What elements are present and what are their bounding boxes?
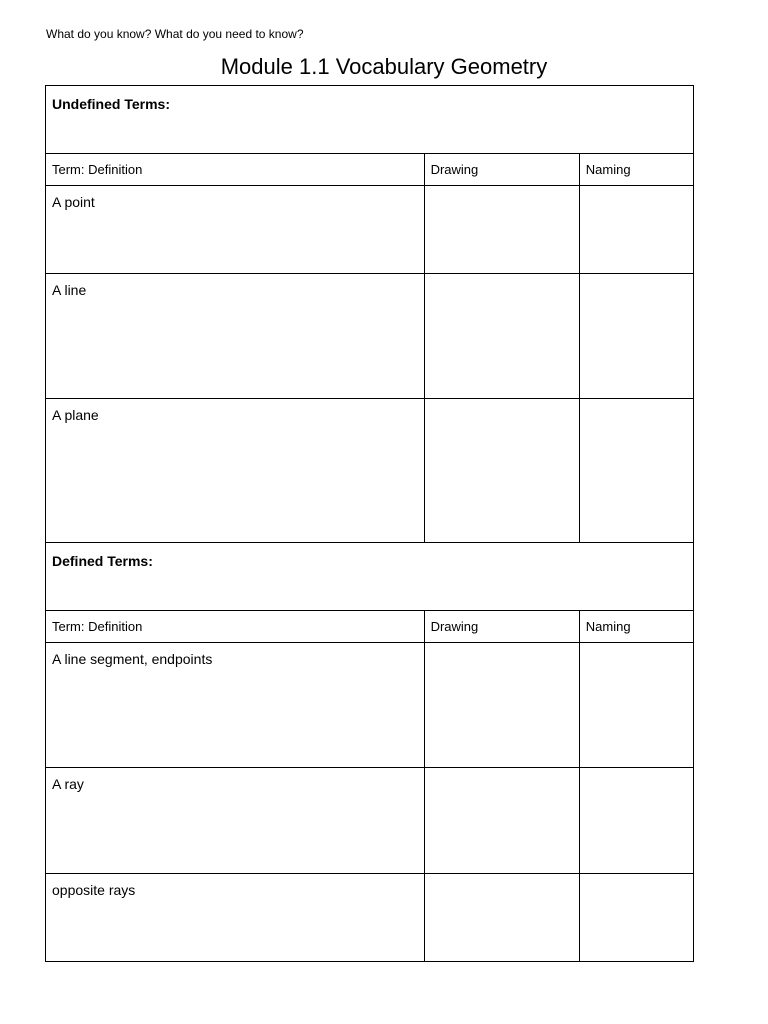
term-cell[interactable] xyxy=(46,643,425,768)
term-label: A plane xyxy=(52,407,99,423)
table-row xyxy=(46,274,694,399)
term-label: A point xyxy=(52,194,95,210)
column-header-term-label: Term: Definition xyxy=(52,162,143,177)
naming-value xyxy=(580,399,693,406)
table-row xyxy=(46,768,694,874)
naming-value xyxy=(580,274,693,281)
term-label: A line xyxy=(52,282,87,298)
column-header-naming xyxy=(579,154,693,186)
drawing-cell[interactable] xyxy=(424,399,579,543)
naming-value xyxy=(580,768,693,775)
naming-value xyxy=(580,186,693,193)
column-header-naming xyxy=(579,611,693,643)
naming-cell[interactable] xyxy=(579,643,693,768)
undefined-terms-heading-cell xyxy=(46,86,694,154)
drawing-value xyxy=(425,768,579,775)
column-header-naming-label: Naming xyxy=(585,162,631,177)
term-cell[interactable] xyxy=(46,274,425,399)
column-header-drawing-label: Drawing xyxy=(430,619,479,634)
undefined-terms-heading: Undefined Terms: xyxy=(52,96,170,112)
term-label: A line segment, endpoints xyxy=(52,651,213,667)
undefined-terms-section-row xyxy=(46,86,694,154)
drawing-value xyxy=(425,874,579,881)
defined-terms-column-headers xyxy=(46,611,694,643)
naming-cell[interactable] xyxy=(579,399,693,543)
column-header-drawing-label: Drawing xyxy=(430,162,479,177)
naming-value xyxy=(580,874,693,881)
column-header-drawing xyxy=(424,154,579,186)
defined-terms-heading: Defined Terms: xyxy=(52,553,153,569)
naming-cell[interactable] xyxy=(579,186,693,274)
table-row xyxy=(46,874,694,962)
term-cell[interactable] xyxy=(46,186,425,274)
defined-terms-section-row xyxy=(46,543,694,611)
naming-cell[interactable] xyxy=(579,768,693,874)
column-header-term xyxy=(46,154,425,186)
naming-cell[interactable] xyxy=(579,274,693,399)
table-row xyxy=(46,643,694,768)
drawing-cell[interactable] xyxy=(424,186,579,274)
drawing-cell[interactable] xyxy=(424,274,579,399)
table-row xyxy=(46,186,694,274)
naming-cell[interactable] xyxy=(579,874,693,962)
vocabulary-table xyxy=(45,85,694,962)
term-label: A ray xyxy=(52,776,84,792)
page-title: Module 1.1 Vocabulary Geometry xyxy=(220,54,548,79)
term-label: opposite rays xyxy=(52,882,136,898)
drawing-cell[interactable] xyxy=(424,768,579,874)
intro-question: What do you know? What do you need to know? xyxy=(46,27,304,41)
column-header-term xyxy=(46,611,425,643)
drawing-cell[interactable] xyxy=(424,643,579,768)
drawing-value xyxy=(425,643,579,650)
term-cell[interactable] xyxy=(46,874,425,962)
naming-value xyxy=(580,643,693,650)
drawing-cell[interactable] xyxy=(424,874,579,962)
drawing-value xyxy=(425,399,579,406)
column-header-term-label: Term: Definition xyxy=(52,619,143,634)
drawing-value xyxy=(425,186,579,193)
drawing-value xyxy=(425,274,579,281)
column-header-naming-label: Naming xyxy=(585,619,631,634)
term-cell[interactable] xyxy=(46,768,425,874)
table-row xyxy=(46,399,694,543)
column-header-drawing xyxy=(424,611,579,643)
term-cell[interactable] xyxy=(46,399,425,543)
defined-terms-heading-cell xyxy=(46,543,694,611)
undefined-terms-column-headers xyxy=(46,154,694,186)
